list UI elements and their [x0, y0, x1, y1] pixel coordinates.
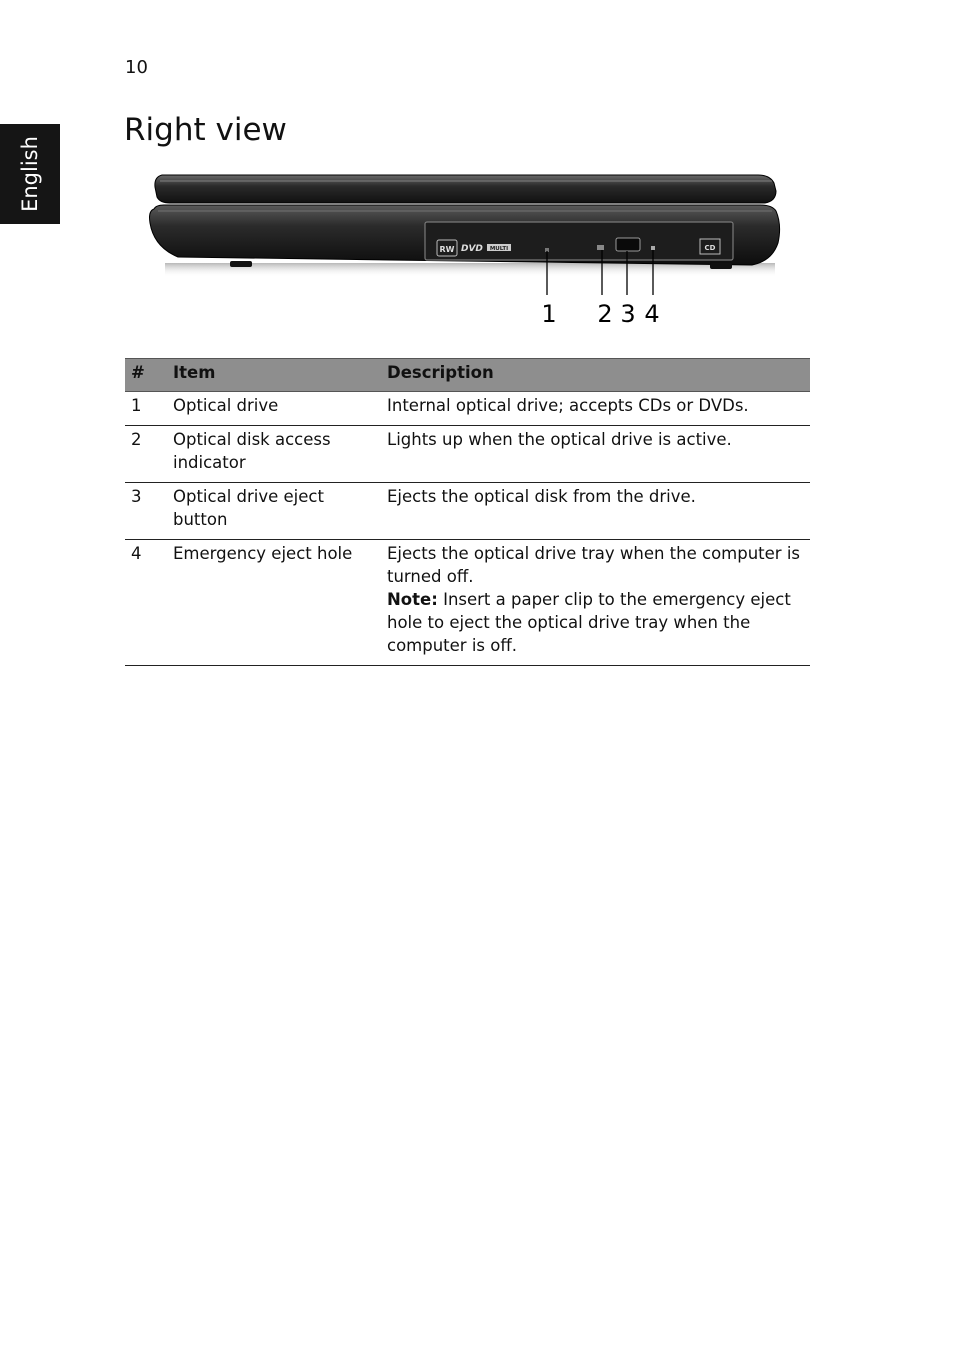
table-row [125, 483, 810, 540]
language-tab [0, 124, 60, 224]
laptop-lid [155, 175, 776, 203]
row-number: 4 [125, 540, 167, 666]
language-tab-label: English [18, 136, 42, 212]
header-description: Description [381, 359, 810, 392]
row-item: Emergency eject hole [167, 540, 381, 666]
note-text: Insert a paper clip to the emergency eject hole to eject the optical drive tray when the computer is off. [387, 590, 791, 655]
row-number: 1 [125, 392, 167, 426]
header-number: # [125, 359, 167, 392]
row-number: 3 [125, 483, 167, 540]
note-label: Note: [387, 590, 438, 609]
laptop-foot [230, 261, 252, 267]
row-number: 2 [125, 426, 167, 483]
row-note [387, 588, 804, 657]
row-description-cell [381, 540, 810, 666]
table-row [125, 392, 810, 426]
table-header-row [125, 359, 810, 392]
row-description: Ejects the optical drive tray when the computer is turned off. [387, 544, 801, 586]
optical-drive [425, 222, 733, 260]
dvd-logo-text: DVD [461, 244, 483, 254]
cd-logo-text: CD [704, 244, 716, 252]
row-item: Optical drive [167, 392, 381, 426]
optical-drive-eject-button[interactable] [616, 238, 640, 251]
callout-number: 2 [597, 300, 613, 328]
items-table [125, 358, 810, 666]
optical-disk-access-indicator [597, 245, 604, 250]
laptop-shadow [165, 263, 775, 277]
page-number: 10 [125, 57, 148, 78]
row-description: Internal optical drive; accepts CDs or DVDs. [381, 392, 810, 426]
multi-badge-text: MULTI [489, 246, 509, 252]
callout-number: 3 [620, 300, 636, 328]
header-item: Item [167, 359, 381, 392]
rw-logo-text: RW [439, 245, 455, 254]
callout-number: 1 [541, 300, 557, 328]
row-description: Ejects the optical disk from the drive. [381, 483, 810, 540]
laptop-right-view-illustration [140, 165, 800, 340]
table-row [125, 426, 810, 483]
laptop-right-view-figure [140, 165, 800, 340]
row-item: Optical drive eject button [167, 483, 381, 540]
table-row [125, 540, 810, 666]
page-title: Right view [124, 112, 287, 148]
row-description: Lights up when the optical drive is active. [381, 426, 810, 483]
emergency-eject-hole[interactable] [651, 246, 655, 250]
row-item: Optical disk access indicator [167, 426, 381, 483]
laptop-foot [710, 263, 732, 269]
callout-number: 4 [644, 300, 660, 328]
